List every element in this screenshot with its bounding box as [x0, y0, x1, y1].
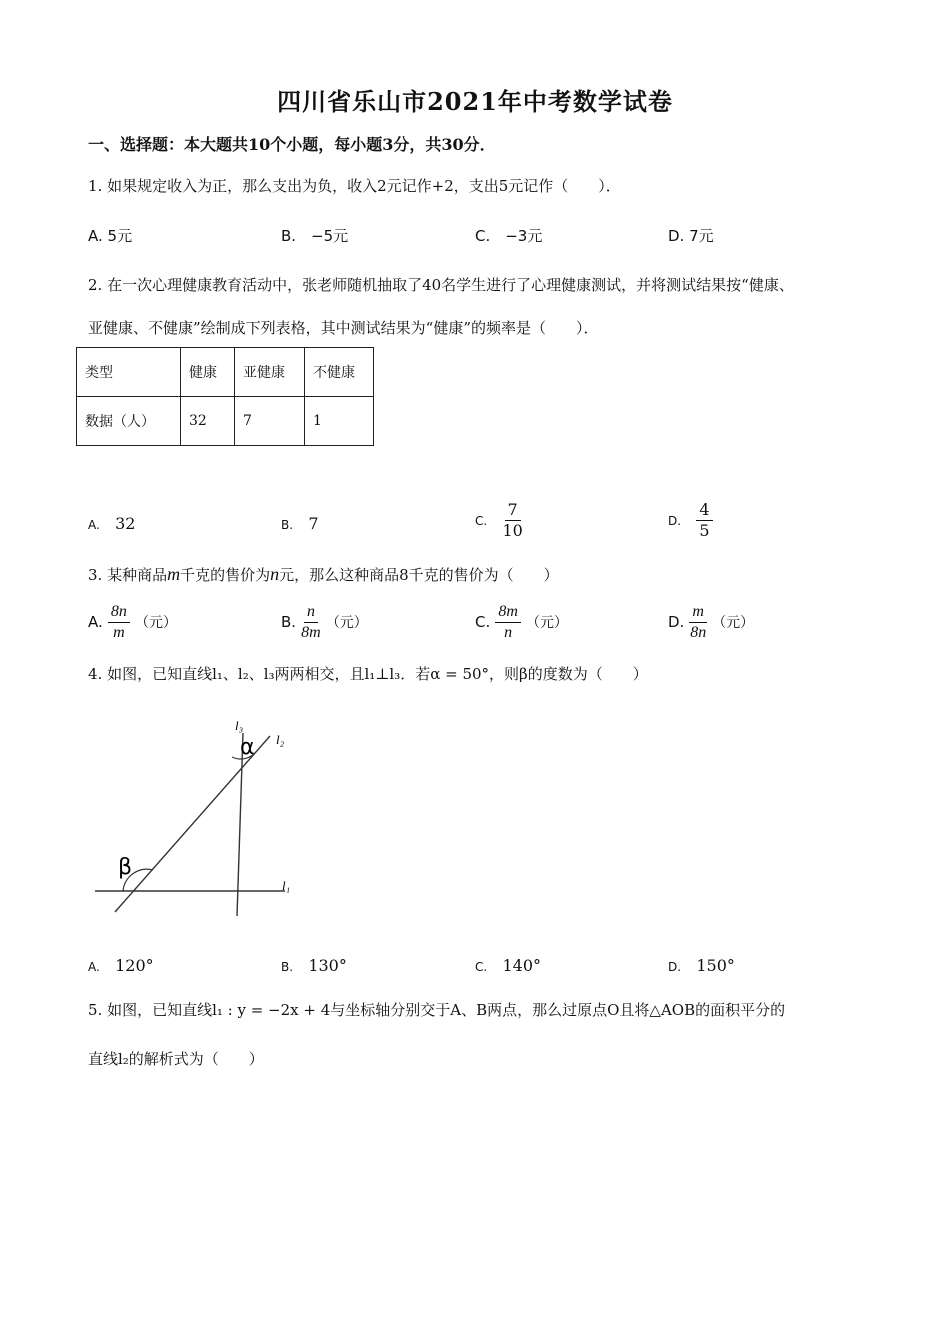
fraction — [696, 500, 712, 541]
option-value: 7 — [308, 514, 319, 533]
fraction — [502, 500, 522, 541]
fraction — [301, 602, 321, 643]
option-letter: C. — [475, 960, 488, 974]
option-letter: A. — [88, 518, 100, 532]
page-title: 四川省乐山市2021年中考数学试卷 — [277, 87, 673, 116]
q1-option-c: C. −3元 — [475, 227, 543, 245]
line-l2 — [115, 736, 270, 912]
unit-label: （元） — [325, 615, 368, 631]
option-letter: B. — [281, 613, 297, 631]
table-header-cell: 不健康 — [305, 348, 374, 397]
q4-option-c — [475, 956, 541, 975]
data-table — [76, 347, 374, 446]
fraction — [495, 602, 521, 643]
option-letter: D. — [668, 613, 685, 631]
variable-n: n — [270, 564, 280, 584]
unit-label: （元） — [526, 615, 568, 631]
q2-option-b — [281, 514, 319, 533]
table-header-cell: 类型 — [77, 348, 181, 397]
q1-option-b: B. −5元 — [281, 227, 349, 245]
q1-option-a: A. 5元 — [88, 227, 133, 245]
option-letter: B. — [281, 960, 294, 974]
option-letter: D. — [668, 514, 682, 528]
q3-option-a — [88, 602, 177, 643]
option-value: 120° — [115, 956, 154, 975]
unit-label: （元） — [134, 615, 177, 631]
q3-option-c — [475, 602, 568, 643]
option-letter: C. — [475, 613, 491, 631]
table-cell: 7 — [235, 397, 305, 446]
q2-option-a — [88, 514, 135, 533]
fraction-numerator: n — [304, 602, 318, 623]
fraction-denominator: n — [504, 624, 513, 641]
section-heading: 一、选择题：本大题共10个小题，每小题3分，共30分． — [88, 135, 496, 154]
q4-option-a — [88, 956, 154, 975]
stem-text: 千克的售价为 — [180, 566, 271, 584]
label-l2: l₂ — [276, 732, 285, 747]
option-letter: A. — [88, 613, 103, 631]
lines-figure — [80, 710, 310, 930]
option-value: 140° — [502, 956, 542, 975]
label-l3: l₃ — [235, 718, 244, 733]
option-value: 150° — [696, 956, 735, 975]
fraction-denominator: 8m — [301, 624, 321, 641]
question-4-stem: 4. 如图，已知直线l₁、l₂、l₃两两相交，且l₁⊥l₃．若α = 50°，则β的度数为（ ） — [88, 665, 648, 683]
label-alpha: α — [240, 735, 255, 760]
table-row — [77, 397, 374, 446]
q1-option-d: D. 7元 — [668, 227, 714, 245]
q2-option-d — [668, 500, 713, 541]
fraction-numerator: 7 — [505, 500, 521, 521]
option-letter: C. — [475, 514, 488, 528]
question-1-stem: 1. 如果规定收入为正，那么支出为负，收入2元记作+2，支出5元记作（ ）． — [88, 177, 621, 195]
unit-label: （元） — [712, 615, 755, 631]
fraction — [108, 602, 130, 643]
fraction-numerator: 8m — [495, 602, 521, 623]
fraction-numerator: m — [689, 602, 707, 623]
option-letter: D. — [668, 960, 682, 974]
fraction-denominator: 8n — [690, 624, 707, 641]
option-letter: B. — [281, 518, 294, 532]
option-value: 130° — [308, 956, 347, 975]
variable-m: m — [167, 564, 181, 584]
stem-text: 元，那么这种商品8千克的售价为（ ） — [279, 566, 559, 584]
line-l3 — [237, 733, 243, 916]
question-5-stem-line2: 直线l₂的解析式为（ ） — [88, 1050, 264, 1068]
table-header-row — [77, 348, 374, 397]
fraction-numerator: 8n — [108, 602, 130, 623]
question-2-stem-line1: 2. 在一次心理健康教育活动中，张老师随机抽取了40名学生进行了心理健康测试，并将测试结果按“健康、 — [88, 276, 794, 294]
question-3-stem — [88, 564, 559, 585]
option-letter: A. — [88, 960, 100, 974]
question-5-stem-line1: 5. 如图，已知直线l₁ : y = −2x + 4与坐标轴分别交于A、B两点，那么过原点O且将△AOB的面积平分的 — [88, 1001, 786, 1019]
q2-option-c — [475, 500, 523, 541]
table-cell: 32 — [181, 397, 235, 446]
fraction — [689, 602, 707, 643]
table-row-label: 数据（人） — [77, 397, 181, 446]
stem-text: 3. 某种商品 — [88, 566, 168, 584]
fraction-denominator: m — [113, 624, 125, 641]
q3-option-b — [281, 602, 368, 643]
q3-option-d — [668, 602, 754, 643]
label-l1: l₁ — [282, 878, 291, 893]
question-2-stem-line2: 亚健康、不健康”绘制成下列表格，其中测试结果为“健康”的频率是（ ）． — [88, 319, 599, 337]
table-header-cell: 健康 — [181, 348, 235, 397]
fraction-denominator: 10 — [502, 521, 523, 540]
table-cell: 1 — [305, 397, 374, 446]
q4-option-b — [281, 956, 347, 975]
fraction-denominator: 5 — [699, 521, 710, 540]
option-value: 32 — [115, 514, 136, 533]
fraction-numerator: 4 — [696, 500, 712, 521]
table-header-cell: 亚健康 — [235, 348, 305, 397]
q4-option-d — [668, 956, 735, 975]
label-beta: β — [118, 855, 133, 880]
